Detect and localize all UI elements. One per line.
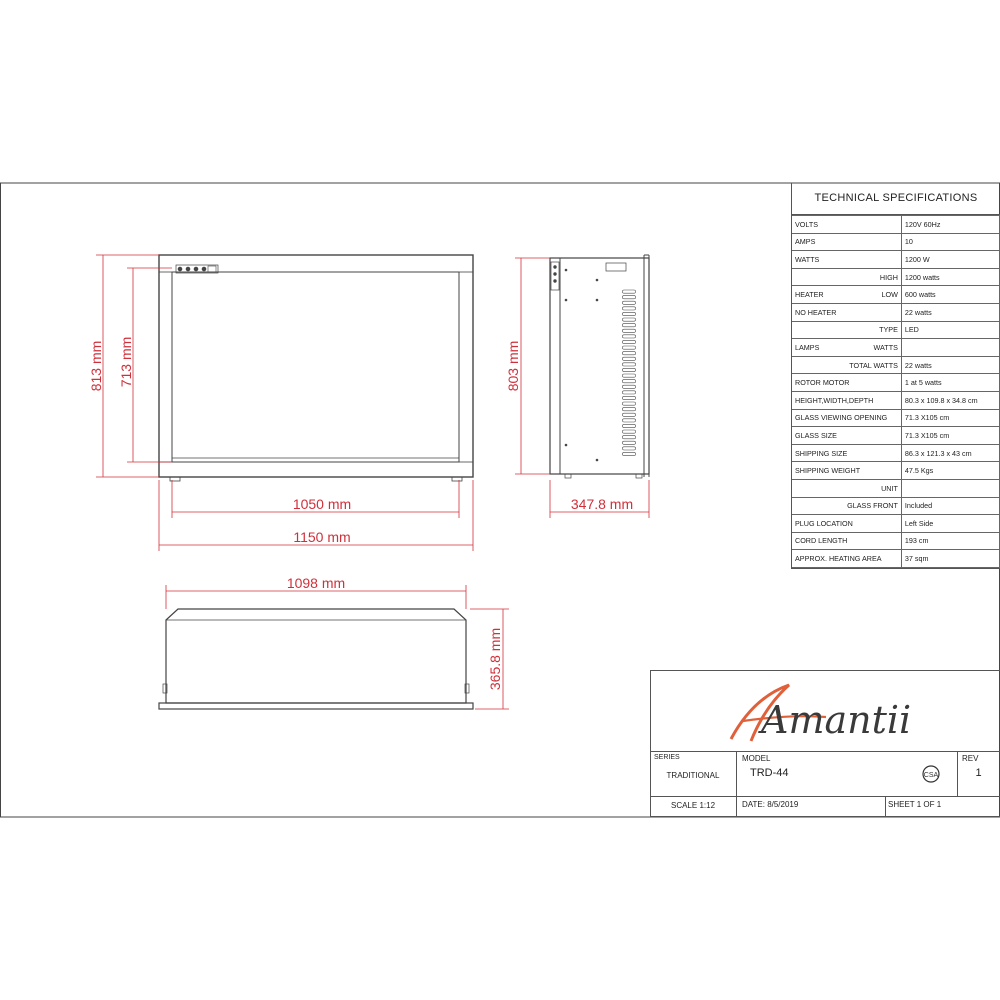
vent-slot [622, 385, 635, 388]
spec-row [792, 409, 1000, 427]
spec-row [792, 462, 1000, 480]
spec-label: APPROX. HEATING AREA [795, 554, 882, 564]
side-label-plate [606, 263, 626, 271]
spec-label-cell [792, 427, 901, 445]
spec-label-cell [792, 374, 901, 392]
front-total-width-label: 1150 mm [293, 529, 351, 545]
fastener [596, 299, 598, 301]
spec-value: 37 sqm [901, 550, 999, 568]
front-total-height-label: 813 mm [88, 340, 104, 392]
spec-label-cell [792, 286, 901, 304]
vent-slot [622, 346, 635, 349]
spec-row [792, 391, 1000, 409]
spec-value: 120V 60Hz [901, 216, 999, 234]
vent-slot [622, 296, 635, 299]
spec-row [792, 321, 1000, 339]
side-height-label: 803 mm [505, 340, 521, 392]
spec-sublabel: LOW [881, 290, 898, 300]
spec-value: 80.3 x 109.8 x 34.8 cm [901, 391, 999, 409]
series-label: SERIES [654, 754, 680, 761]
spec-value: 1 at 5 watts [901, 374, 999, 392]
spec-label: LAMPS [795, 342, 820, 352]
spec-value: Included [901, 497, 999, 515]
spec-value: 1200 watts [901, 268, 999, 286]
vent-slot [622, 301, 635, 304]
fastener [596, 279, 598, 281]
spec-value: Left Side [901, 515, 999, 533]
front-view [159, 255, 473, 481]
spec-value: 71.3 X105 cm [901, 427, 999, 445]
spec-label-cell [792, 356, 901, 374]
spec-label: PLUG LOCATION [795, 518, 853, 528]
vent-slot [622, 441, 635, 444]
front-glass-width-label: 1050 mm [292, 496, 352, 512]
spec-value: 22 watts [901, 303, 999, 321]
side-depth-label: 347.8 mm [570, 496, 634, 512]
side-vent-slots [565, 269, 636, 461]
control-button [194, 267, 198, 271]
vent-slot [622, 335, 635, 338]
spec-value: 22 watts [901, 356, 999, 374]
csa-certification-icon [920, 764, 942, 786]
vent-slot [622, 363, 635, 366]
front-outer-frame [159, 255, 473, 477]
series-value: TRADITIONAL [666, 771, 720, 780]
spec-label-cell [792, 497, 901, 515]
vent-slot [622, 290, 635, 293]
scale-label: SCALE 1:12 [670, 801, 716, 810]
vent-slot [622, 307, 635, 310]
top-front-trim [159, 703, 473, 709]
spec-row [792, 427, 1000, 445]
front-glass-opening [172, 272, 459, 462]
spec-row [792, 497, 1000, 515]
spec-value [901, 479, 999, 497]
spec-label: CORD LENGTH [795, 536, 848, 546]
spec-value: 193 cm [901, 532, 999, 550]
spec-label-cell [792, 339, 901, 357]
spec-label-cell [792, 479, 901, 497]
rev-label: REV [962, 754, 979, 763]
spec-sublabel: UNIT [881, 483, 898, 493]
vent-slot [622, 324, 635, 327]
spec-label: GLASS VIEWING OPENING [795, 413, 888, 423]
spec-label-cell [792, 268, 901, 286]
spec-label: HEATER [795, 290, 824, 300]
vent-slot [622, 312, 635, 315]
fastener [565, 299, 567, 301]
spec-label-cell [792, 444, 901, 462]
spec-sublabel: TYPE [879, 325, 898, 335]
rev-value: 1 [975, 767, 982, 779]
control-button [178, 267, 182, 271]
spec-label: WATTS [795, 254, 820, 264]
spec-label: NO HEATER [795, 307, 837, 317]
spec-label: SHIPPING SIZE [795, 448, 848, 458]
spec-label: GLASS SIZE [795, 430, 837, 440]
spec-label: SHIPPING WEIGHT [795, 466, 861, 476]
vent-slot [622, 408, 635, 411]
vent-slot [622, 374, 635, 377]
vent-slot [622, 368, 635, 371]
spec-row [792, 233, 1000, 251]
spec-value: LED [901, 321, 999, 339]
control-button [186, 267, 190, 271]
vent-slot [622, 424, 635, 427]
top-body [166, 609, 466, 703]
control-button [202, 267, 206, 271]
top-depth-label: 365.8 mm [487, 627, 503, 691]
spec-sublabel: TOTAL WATTS [849, 360, 898, 370]
logo-wordmark: Amantii [761, 698, 912, 742]
spec-row [792, 374, 1000, 392]
vent-slot [622, 352, 635, 355]
vent-slot [622, 329, 635, 332]
date-label: DATE: 8/5/2019 [742, 800, 799, 809]
vent-slot [622, 413, 635, 416]
spec-title: TECHNICAL SPECIFICATIONS [792, 183, 1000, 215]
spec-table [792, 215, 1000, 568]
spec-row [792, 356, 1000, 374]
spec-value: 1200 W [901, 251, 999, 269]
svg-text:CSA: CSA [923, 772, 939, 779]
top-width-label: 1098 mm [286, 575, 346, 591]
spec-value: 600 watts [901, 286, 999, 304]
vent-slot [622, 402, 635, 405]
spec-label-cell [792, 251, 901, 269]
spec-row [792, 479, 1000, 497]
spec-label: VOLTS [795, 219, 819, 229]
spec-sublabel: WATTS [873, 342, 898, 352]
vent-slot [622, 447, 635, 450]
vent-slot [622, 430, 635, 433]
spec-label-cell [792, 532, 901, 550]
model-value: TRD-44 [750, 767, 789, 779]
spec-label-cell [792, 462, 901, 480]
vent-slot [622, 318, 635, 321]
spec-label-cell [792, 216, 901, 234]
spec-label-cell [792, 321, 901, 339]
logo-area [651, 671, 999, 751]
top-dimension-lines [166, 585, 509, 709]
spec-label-cell [792, 303, 901, 321]
spec-sublabel: HIGH [879, 272, 898, 282]
spec-value: 47.5 Kgs [901, 462, 999, 480]
vent-slot [622, 357, 635, 360]
spec-label: ROTOR MOTOR [795, 378, 850, 388]
spec-row [792, 532, 1000, 550]
spec-value [901, 339, 999, 357]
vent-slot [622, 419, 635, 422]
vent-slot [622, 340, 635, 343]
amantii-logo [651, 671, 999, 751]
spec-label-cell [792, 233, 901, 251]
vent-slot [622, 391, 635, 394]
front-dimension-lines [96, 255, 473, 551]
fastener [565, 444, 567, 446]
fastener [565, 269, 567, 271]
spec-label-cell [792, 550, 901, 568]
spec-row [792, 515, 1000, 533]
spec-row [792, 286, 1000, 304]
spec-label-cell [792, 515, 901, 533]
spec-value: 86.3 x 121.3 x 43 cm [901, 444, 999, 462]
spec-row [792, 444, 1000, 462]
spec-label-cell [792, 409, 901, 427]
spec-label: HEIGHT,WIDTH,DEPTH [795, 395, 874, 405]
top-view [159, 609, 473, 709]
spec-value: 71.3 X105 cm [901, 409, 999, 427]
vent-slot [622, 380, 635, 383]
fastener [596, 459, 598, 461]
front-glass-height-label: 713 mm [118, 336, 134, 388]
spec-row [792, 251, 1000, 269]
spec-label-cell [792, 391, 901, 409]
vent-slot [622, 396, 635, 399]
vent-slot [622, 436, 635, 439]
spec-row [792, 268, 1000, 286]
spec-row [792, 303, 1000, 321]
spec-value: 10 [901, 233, 999, 251]
model-label: MODEL [742, 754, 771, 763]
spec-row [792, 216, 1000, 234]
side-dimension-lines [515, 258, 649, 518]
spec-label: AMPS [795, 237, 816, 247]
sheet-label: SHEET 1 OF 1 [888, 800, 942, 809]
spec-sublabel: GLASS FRONT [847, 501, 898, 511]
spec-row [792, 339, 1000, 357]
spec-row [792, 550, 1000, 568]
technical-specifications-panel [791, 183, 1000, 569]
vent-slot [622, 452, 635, 455]
